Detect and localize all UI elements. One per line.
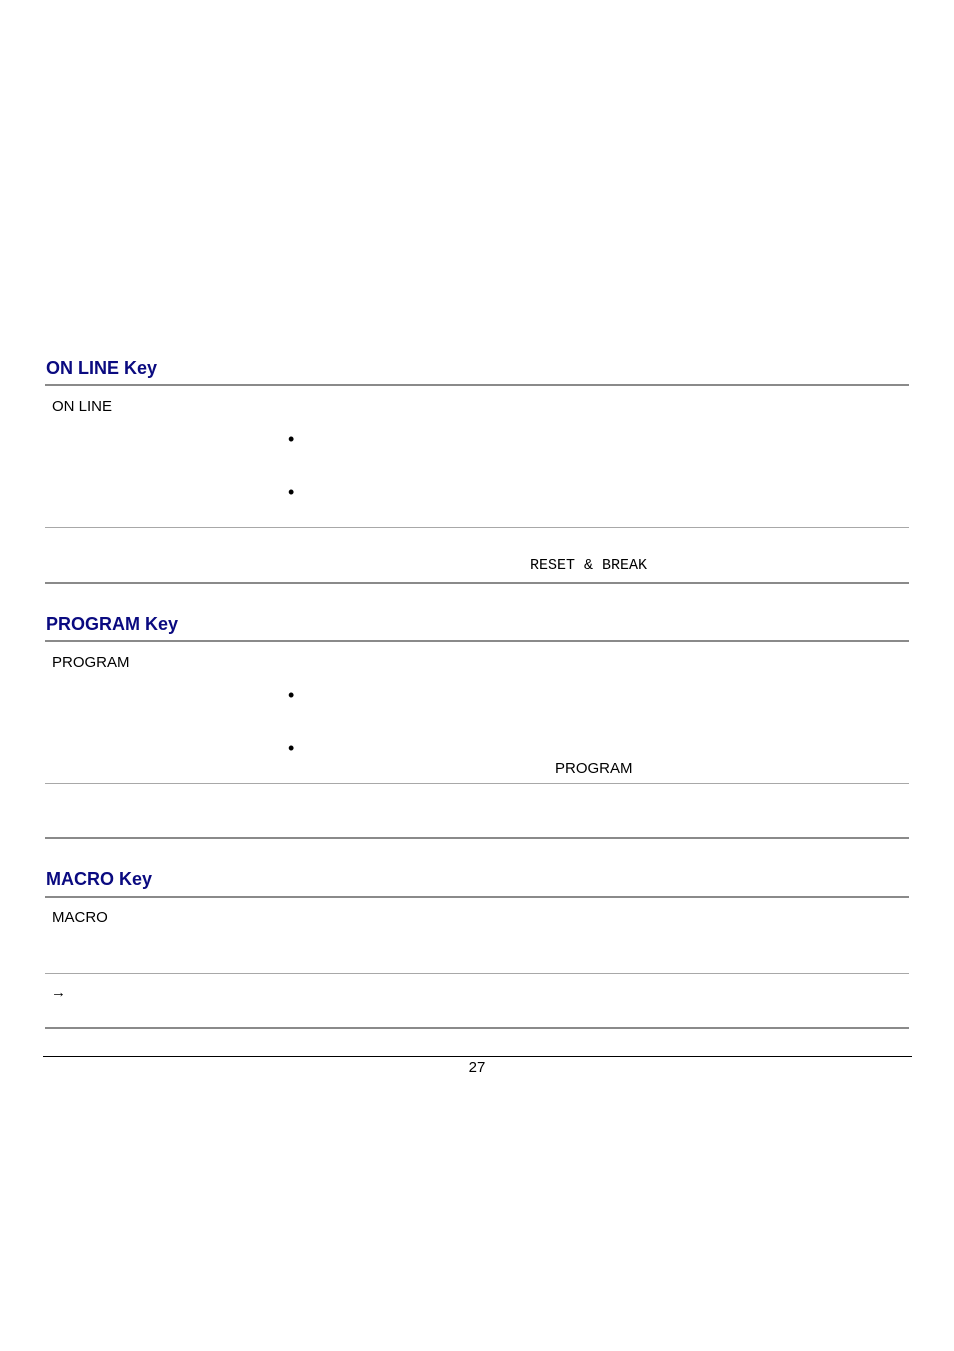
inline-label-program: PROGRAM bbox=[555, 760, 633, 777]
section-heading-program: PROGRAM Key bbox=[46, 614, 179, 634]
key-label-online: ON LINE bbox=[52, 398, 113, 415]
section-divider bbox=[45, 582, 909, 584]
section-divider bbox=[45, 837, 909, 839]
row-divider bbox=[45, 783, 909, 784]
section-heading-online: ON LINE Key bbox=[46, 358, 158, 378]
bullet-icon: • bbox=[288, 738, 295, 758]
bullet-icon: • bbox=[288, 429, 295, 449]
section-heading-macro: MACRO Key bbox=[46, 869, 153, 889]
section-divider bbox=[45, 640, 909, 642]
page-number: 27 bbox=[468, 1059, 486, 1076]
section-divider bbox=[45, 1027, 909, 1029]
footer-rule bbox=[43, 1056, 912, 1057]
code-note-reset-break: RESET & BREAK bbox=[530, 557, 648, 574]
section-divider bbox=[45, 896, 909, 898]
row-divider bbox=[45, 527, 909, 528]
arrow-right-icon: → bbox=[51, 984, 66, 1001]
bullet-icon: • bbox=[288, 685, 295, 705]
key-label-macro: MACRO bbox=[52, 909, 108, 926]
key-label-program: PROGRAM bbox=[52, 654, 130, 671]
section-divider bbox=[45, 384, 909, 386]
bullet-icon: • bbox=[288, 482, 295, 502]
row-divider bbox=[45, 973, 909, 974]
